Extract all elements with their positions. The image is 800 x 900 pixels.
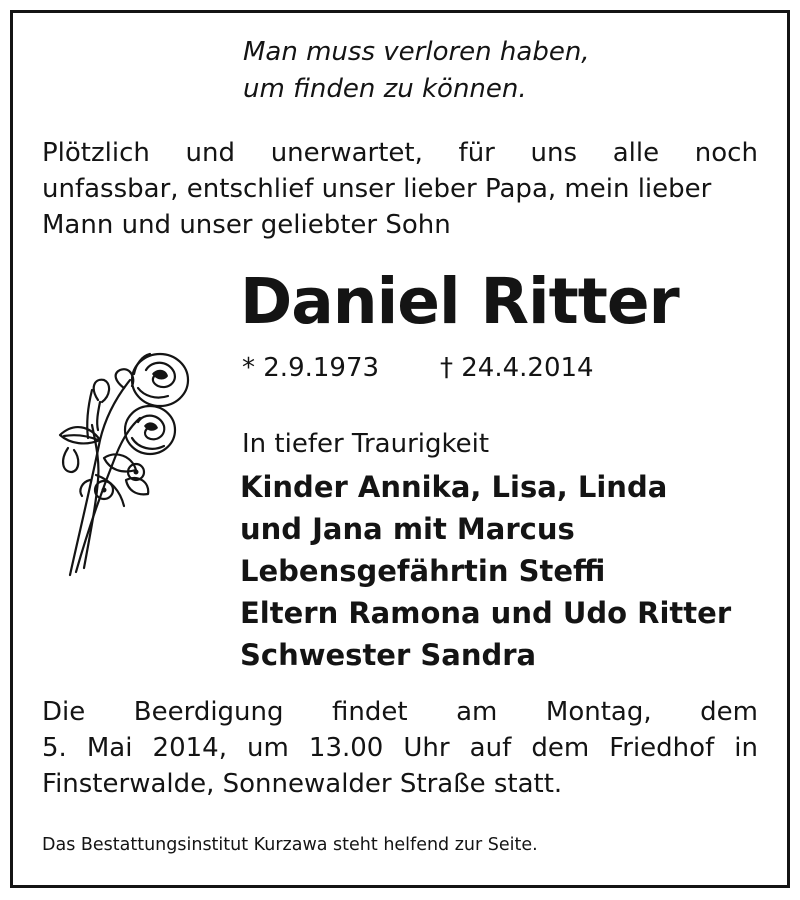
motto-line-1: Man muss verloren haben, [243,37,590,67]
mourners-list [240,466,731,676]
intro-line-3: Mann und unser geliebter Sohn [42,210,451,240]
intro-word: für [458,138,495,168]
funeral-word: um [247,733,289,763]
birth-date: * 2.9.1973 [242,353,380,383]
death-date: † 24.4.2014 [440,353,594,383]
funeral-word: Friedhof [609,733,715,763]
funeral-word: Beerdigung [133,697,284,727]
funeral-word: Die [42,697,86,727]
funeral-word: auf [469,733,512,763]
funeral-word: Montag, [545,697,652,727]
funeral-word: am [456,697,498,727]
mourner-line: Kinder Annika, Lisa, Linda [240,470,668,504]
funeral-line-3: Finsterwalde, Sonnewalder Straße statt. [42,769,563,799]
funeral-word: 2014, [152,733,227,763]
mourner-line: Lebensgefährtin Steffi [240,554,606,588]
funeral-word: Uhr [403,733,450,763]
funeral-line-2 [42,730,758,766]
funeral-info [42,694,758,802]
rose-illustration [40,330,200,580]
mourning-heading: In tiefer Traurigkeit [242,429,490,459]
deceased-name: Daniel Ritter [240,265,679,338]
funeral-word: findet [332,697,408,727]
intro-word: uns [530,138,578,168]
mourner-line: und Jana mit Marcus [240,512,575,546]
funeral-word: dem [531,733,590,763]
funeral-word: 13.00 [308,733,384,763]
motto [243,34,590,108]
mourner-line: Eltern Ramona und Udo Ritter [240,596,732,630]
mourner-line: Schwester Sandra [240,638,537,672]
intro-word: Plötzlich [42,138,150,168]
intro-line-1 [42,135,758,171]
intro-line-2: unfassbar, entschlief unser lieber Papa, mein lieber [42,174,712,204]
funeral-word: dem [700,697,758,727]
footer-note: Das Bestattungsinstitut Kurzawa steht helfend zur Seite. [42,835,538,855]
funeral-word: 5. [42,733,67,763]
intro-word: und [185,138,236,168]
funeral-line-1 [42,694,758,730]
motto-line-2: um finden zu können. [243,74,527,104]
intro-word: noch [694,138,758,168]
intro-word: alle [612,138,660,168]
intro-text [42,135,758,243]
intro-word: unerwartet, [270,138,423,168]
funeral-word: in [734,733,758,763]
funeral-word: Mai [86,733,133,763]
